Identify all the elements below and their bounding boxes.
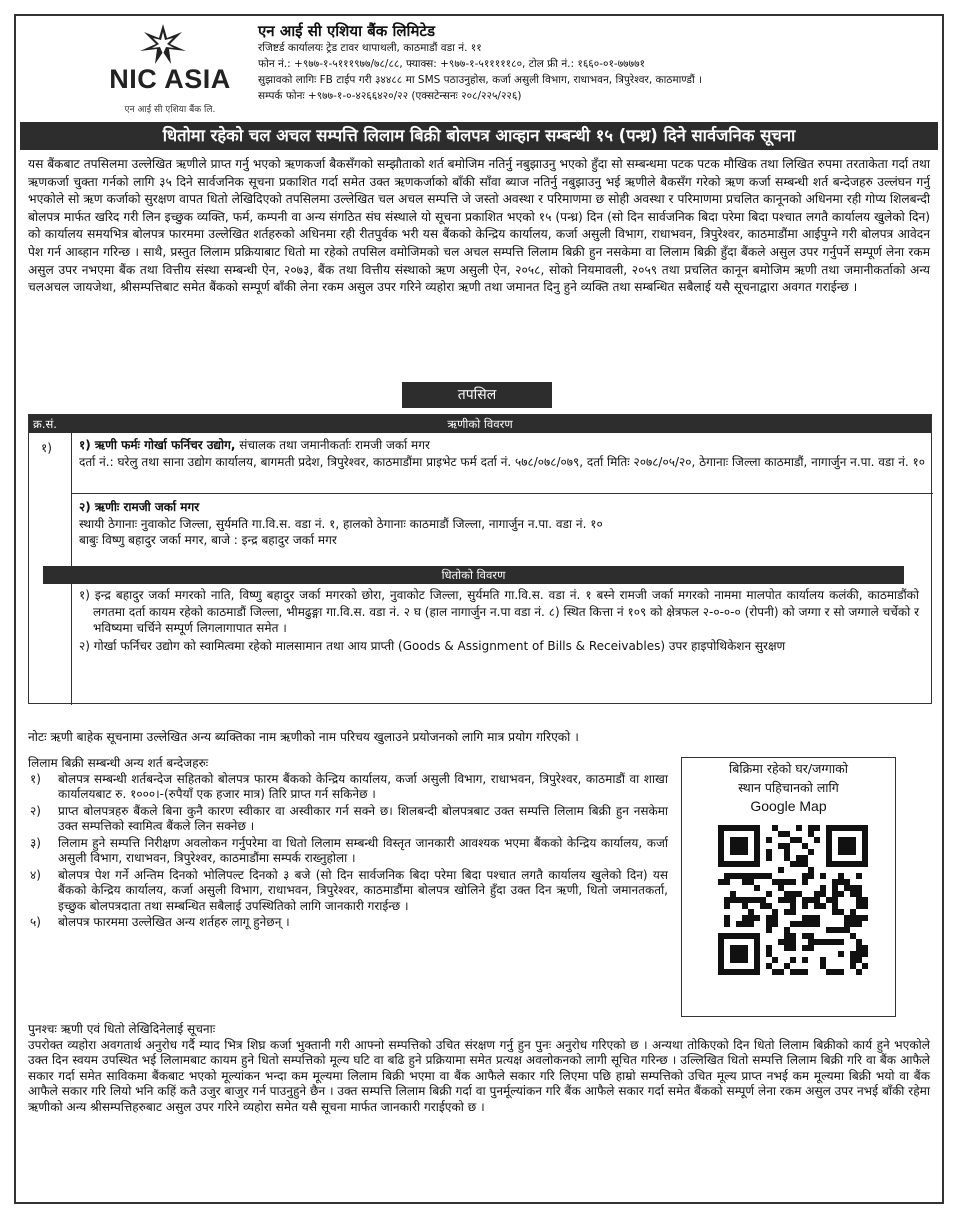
bank-header xyxy=(90,22,940,117)
sms-feedback: सुझावको लागिः FB टाईप गरी ३४४८८ मा SMS पठाउनुहोस, कर्जा असुली विभाग, राधाभवन, त्रिपुरेश्वर, काठमाण्डौं । xyxy=(258,74,703,86)
borrower-2-family: बाबुः विष्णु बहादुर जर्का मगर, बाजे : इन्द्र बहादुर जर्का मगर xyxy=(79,533,337,547)
borrower-1 xyxy=(79,437,929,470)
collateral-item-1: १) इन्द्र बहादुर जर्का मगरको नाति, विष्णु बहादुर जर्का मगरको छोरा, नुवाकोट जिल्ला, सुर्यमति गा.वि.स. वडा नं. १ बस्ने रामजी जर्का मगरको नाममा मालपोत कार्यालय कलंकी, काठमाडौंको लगतमा दर्ता कायम रहेको काठमाडौं जिल्ला, भीमढुङ्गा गा.वि.स. वडा नं. २ घ (हाल नागार्जुन न.पा वडा नं. ८) स्थित कित्ता नं १०९ को क्षेत्रफल २-०-०-० (रोपनी) को जग्गा र सो जग्गाले चर्चेको र भविष्यमा चर्चिने सम्पूर्ण लिगलागापात समेत । xyxy=(79,588,919,635)
qr-caption-3: Google Map xyxy=(750,798,827,814)
term-text: बोलपत्र सम्बन्धी शर्तबन्देज सहितको बोलपत्र फारम बैंकको केन्द्रिय कार्यालय, कर्जा असुली विभाग, राधाभवन, त्रिपुरेश्वर, काठमाडौं वा शाखा कार्यालयबाट रु. १०००।-(रुपैयाँ एक हजार मात्र) तिरि प्राप्त गर्न सकिनेछ । xyxy=(58,771,668,801)
term-item xyxy=(28,804,668,835)
note: नोटः ऋणी बाहेक सूचनामा उल्लेखित अन्य ब्यक्तिका नाम ऋणीको नाम परिचय खुलाउने प्रयोजनको लागि मात्र प्रयोग गरिएको । xyxy=(28,730,579,744)
contact-phone: सम्पर्क फोनः +९७७-१-०-४२६६४२०/२२ (एक्सटेन्सनः २०८/२२५/२२६) xyxy=(258,90,522,102)
postscript-heading: पुनश्चः ऋणी एवं धितो लेखिदिनेलाई सूचनाः xyxy=(28,1022,216,1036)
bank-name: एन आई सी एशिया बैंक लिमिटेड xyxy=(258,22,435,40)
table-header xyxy=(29,415,931,433)
qr-caption-1: बिक्रिमा रहेको घर/जग्गाको xyxy=(728,761,849,776)
qr-caption-2: स्थान पहिचानको लागि xyxy=(738,780,839,795)
term-number: २) xyxy=(30,803,41,818)
collateral-list xyxy=(79,587,919,654)
bank-logo xyxy=(90,22,250,117)
borrower-1-line xyxy=(79,437,929,454)
tapsil-heading: तपसिल xyxy=(402,382,552,408)
auction-terms xyxy=(28,756,668,932)
qr-code-icon[interactable] xyxy=(718,825,868,975)
borrower-2-title: २) ऋणीः रामजी जर्का मगर xyxy=(79,500,200,514)
collateral-item-2: २) गोर्खा फर्निचर उद्योग को स्वामित्वमा रहेको मालसामान तथा आय प्राप्ती (Goods & Assignment of Bills & Receivables) उपर हाइपोथिकेशन सुरक्षण xyxy=(79,638,786,653)
term-number: १) xyxy=(30,771,41,786)
serial-number-header: क्र.सं. xyxy=(33,417,57,431)
term-number: ५) xyxy=(30,915,41,929)
google-map-qr-box xyxy=(681,757,896,1017)
details-table xyxy=(28,414,932,704)
term-item xyxy=(28,772,668,803)
row-divider xyxy=(72,493,933,494)
row-serial-number: १) xyxy=(41,441,52,455)
nic-asia-star-icon xyxy=(138,24,188,64)
bank-contact-info xyxy=(258,22,948,104)
postscript-text: उपरोक्त व्यहोरा अवगतार्थ अनुरोध गर्दै म्याद भित्र शिघ्र कर्जा भुक्तानी गरी आफ्नो सम्पत्तिको उचित संरक्षण गर्नु हुन पुनः अनुरोध गरिएको छ । अन्यथा तोकिएको दिन धितो लिलाम बिक्रीको कार्य हुने भएकोले उक्त दिन स्वयम उपस्थित भई लिलामबाट कायम हुने धितो सम्पत्तिको मूल्य घटि वा बढि हुने प्रक्रियामा समेत प्रत्यक्ष अवलोकनको लागी सूचित गरिन्छ । उल्लिखित धितो सम्पत्ति लिलाम बिक्री गरि वा बैंक आफैले सकार गर्दा समेत साविकमा बैंकबाट भएको मूल्यांकन भन्दा कम मूल्यमा लिलाम बिक्री भएमा वा बैंक आफैले सकार गरि लिएमा पछि हाम्रो सम्पत्तिको उचित मूल्य प्राप्त नभई कम मूल्यमा बिक्री भयो वा बैंक आफैले सकार गरि लियो भनि कहिं कतै उजुर बाजुर गर्न पाउनुहुने छैन । उक्त सम्पत्ति लिलाम बिक्री गर्दा वा पुनर्मूल्यांकन गरि बैंक आफैले सकार गर्दा समेत बैंकको सम्पूर्ण लेना रकम असुल उपर नभई बाँकी रहेमा ऋणीको अन्य श्रीसम्पत्तिहरुबाट असुल उपर गरिने व्यहोरा समेत यसै सूचना मार्फत जानकारी गराईएको छ । xyxy=(28,1037,930,1114)
term-item xyxy=(28,836,668,867)
term-number: ४) xyxy=(30,867,41,882)
term-text: बोलपत्र पेश गर्ने अन्तिम दिनको भोलिपल्ट दिनको ३ बजे (सो दिन सार्वजनिक बिदा परेमा बिदा पश्चात लगतै कार्यालय खुलेको दिन) यस बैंकको केन्द्रिय कार्यालय, कर्जा असुली विभाग, राधाभवन, त्रिपुरेश्वर, काठमाडौंमा बोलपत्र खोलिने हुँदा उक्त दिन ऋणी, धितो जमानतकर्ता, इच्छुक बोलपत्रदाता तथा सम्बन्धित सबैलाई उपस्थितिको लागि जानकारी गराईन्छ । xyxy=(58,867,668,913)
collateral-header: धितोको विवरण xyxy=(43,566,904,584)
notice-title: धितोमा रहेको चल अचल सम्पत्ति लिलाम बिक्री बोलपत्र आव्हान सम्बन्धी १५ (पन्ध्र) दिने सार्वजनिक सूचना xyxy=(20,122,938,150)
borrower-details-header: ऋणीको विवरण xyxy=(447,417,513,431)
logo-text: NIC ASIA xyxy=(109,64,231,94)
logo-subtext: एन आई सी एशिया बैंक लि. xyxy=(124,105,216,115)
term-text: बोलपत्र फारममा उल्लेखित अन्य शर्तहरु लागू हुनेछन् । xyxy=(58,915,290,929)
term-number: ३) xyxy=(30,835,41,850)
borrower-1-title: १) ऋणी फर्मः गोर्खा फर्निचर उद्योग, xyxy=(79,438,236,452)
terms-heading: लिलाम बिक्री सम्बन्धी अन्य शर्त बन्देजहरुः xyxy=(28,756,209,770)
term-text: प्राप्त बोलपत्रहरु बैंकले बिना कुनै कारण स्वीकार वा अस्वीकार गर्न सक्ने छ। शिलबन्दी बोलपत्रबाट उक्त सम्पत्ति लिलाम बिक्री हुन नसकेमा उक्त सम्पत्तिको स्वामित्व बैंकले लिन सक्नेछ । xyxy=(58,803,668,833)
borrower-2-address: स्थायी ठेगानाः नुवाकोट जिल्ला, सुर्यमति गा.वि.स. वडा नं. १, हालको ठेगानाः काठमाडौं जिल्ला, नागार्जुन न.पा. वडा नं. १० xyxy=(79,516,603,531)
term-item xyxy=(28,915,668,931)
postscript xyxy=(28,1022,930,1116)
term-text: लिलाम हुने सम्पत्ति निरीक्षण अवलोकन गर्नुपरेमा वा धितो लिलाम सम्बन्धी विस्तृत जानकारी आवश्यक भएमा बैंकको केन्द्रिय कार्यालय, कर्जा असुली विभाग, राधाभवन, त्रिपुरेश्वर, काठमाडौंमा सम्पर्क राख्नुहोला । xyxy=(58,835,668,865)
registered-office: रजिष्टर्ड कार्यालयः ट्रेड टावर थापाथली, काठमाडौं वडा नं. ११ xyxy=(258,42,482,54)
phone-fax: फोन नं.: +९७७-१-५१११९७७/७८/८८, फ्याक्स: +९७७-१-५१११११८०, टोल फ्री नं.: १६६०-०१-७७७७१ xyxy=(258,58,646,70)
term-item xyxy=(28,868,668,915)
intro-paragraph: यस बैंकबाट तपसिलमा उल्लेखित ऋणीले प्राप्त गर्नु भएको ऋणकर्जा बैकसँगको सम्झौताको शर्त बमोजिम नतिर्नु नबुझाउनु भएको हुँदा सो सम्बन्धमा पटक पटक मौखिक तथा लिखित रुपमा तरताकेता गर्दा तथा ऋणकर्जा चुक्ता गर्नको लागि ३५ दिने सार्वजनिक सूचना प्रकाशित गर्दा समेत उक्त ऋणकर्जाको बाँकी साँवा ब्याज नतिर्नु नबुझाउनु भई ऋणीले बैकसँग गरेको ऋण कर्जा सम्बन्धी शर्त बन्देजहरु उल्लंघन गर्नु भएकोले सो ऋण कर्जाको सुरक्षण वापत धितो लेखिदिएको तपसिलमा उल्लेखित चल अचल सम्पत्ति जे जस्तो अवस्था र परिमाणमा छ सोही अवस्था र परिमाणमा प्रचलित कानूनको अधिनमा रही गोप्य शिलबन्दी बोलपत्र मार्फत खरिद गरी लिन इच्छुक व्यक्ति, फर्म, कम्पनी वा अन्य संगठित संघ संस्थाले यो सूचना प्रकाशित भएको १५ (पन्ध्र) दिन (सो दिन सार्वजनिक बिदा परेमा बिदा पश्चात लगतै कार्यालय खुलेको दिन) को कार्यालय समयभित्र बोलपत्र फारममा उल्लेखित शर्तहरुको अधिनमा रही रीतपुर्वक भरी यस बैंकको केन्द्रिय कार्यालय, कर्जा असुली विभाग, राधाभवन, त्रिपुरेश्वर, काठमाडौंमा आईपुग्ने गरी बोलपत्र आवेदन पेश गर्न आब्हान गरिन्छ । साथै, प्रस्तुत लिलाम प्रक्रियाबाट धितो मा रहेको तपसिल वमोजिमको चल अचल सम्पत्ति लिलाम बिक्री हुन नसकेमा वा लिलाम बिक्री हुँदा बैंकले असुल उपर गर्नुपर्ने सम्पूर्ण लेना रकम असुल उपर नभएमा बैंक तथा वित्तीय संस्था सम्बन्धी ऐन, २०७३, बैंक तथा वित्तीय संस्थाको ऋण असुली ऐन, २०५८, सोको नियमावली, २०५९ तथा प्रचलित कानून बमोजिम ऋणी तथा जमानीकर्ताको अन्य चलअचल जायजेथा, श्रीसम्पत्तिबाट समेत बैंकको सम्पूर्ण बाँकी लेना रकम असुल उपर गरिने व्यहोरा ऋणी तथा जमानत दिनु हुने व्यक्ति तथा सम्बन्धित सबैलाई यसै सूचनाद्वारा अवगत गराईन्छ । xyxy=(28,157,930,295)
borrower-1-guarantor: संचालक तथा जमानीकर्ताः रामजी जर्का मगर xyxy=(235,438,430,452)
borrower-1-registration: दर्ता नं.: घरेलु तथा साना उद्योग कार्यालय, बागमती प्रदेश, त्रिपुरेश्वर, काठमाडौंमा प्राइभेट फर्म दर्ता नं. ५७८/०७८/०७९, दर्ता मितिः २०७८/०५/२०, ठेगानाः जिल्ला काठमाडौं, नागार्जुन न.पा. वडा नं. १० xyxy=(79,454,925,469)
borrower-2 xyxy=(79,499,929,549)
